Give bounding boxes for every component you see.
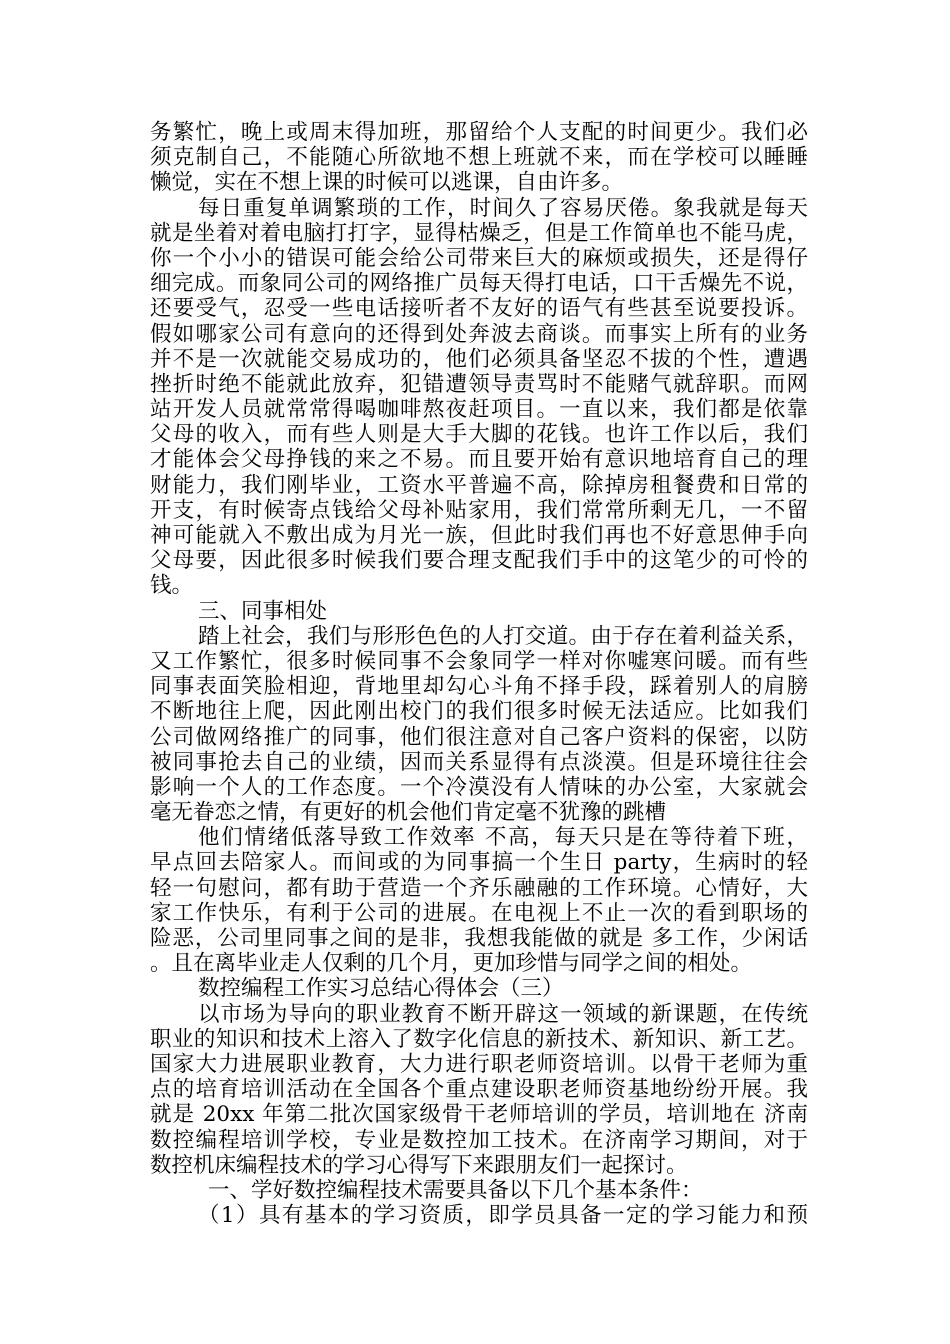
text-line: 数控编程培训学校，专业是数控加工技术。在济南学习期间，对于 xyxy=(150,1127,808,1153)
text-line: 公司做网络推广的同事，他们很注意对自己客户资料的保密，以防 xyxy=(150,724,808,750)
text-line: 早点回去陪家人。而间或的为同事搞一个生日 party，生病时的轻 xyxy=(150,850,808,876)
text-line: 职业的知识和技术上溶入了数字化信息的新技术、新知识、新工艺。 xyxy=(150,1026,808,1052)
text-line: 你一个小小的错误可能会给公司带来巨大的麻烦或损失，还是得仔 xyxy=(150,245,808,271)
text-line: 每日重复单调繁琐的工作，时间久了容易厌倦。象我就是每天 xyxy=(198,195,808,221)
text-line: 以市场为导向的职业教育不断开辟这一领域的新课题，在传统 xyxy=(198,1001,808,1027)
text-line: 钱。 xyxy=(150,573,194,599)
text-line: 同事表面笑脸相迎，背地里却勾心斗角不择手段，踩着别人的肩膀 xyxy=(150,674,808,700)
text-line: 数控机床编程技术的学习心得写下来跟朋友们一起探讨。 xyxy=(150,1152,688,1178)
text-line: 被同事抢去自己的业绩，因而关系显得有点淡漠。但是环境往往会 xyxy=(150,749,808,775)
text-line: 神可能就入不敷出成为月光一族，但此时我们再也不好意思伸手向 xyxy=(150,523,808,548)
text-line: 开支，有时候寄点钱给父母补贴家用，我们常常所剩无几，一不留 xyxy=(150,497,808,523)
text-line: 一、学好数控编程技术需要具备以下几个基本条件： xyxy=(208,1177,703,1203)
text-line: 就是 20xx 年第二批次国家级骨干老师培训的学员，培训地在 济南 xyxy=(150,1102,808,1128)
document-page xyxy=(150,120,808,1228)
text-line: 轻一句慰问，都有助于营造一个齐乐融融的工作环境。心情好，大 xyxy=(150,875,808,901)
text-line: 毫无眷恋之情，有更好的机会他们肯定毫不犹豫的跳槽 xyxy=(150,800,667,826)
text-line: （1）具有基本的学习资质，即学员具备一定的学习能力和预 xyxy=(198,1203,808,1229)
text-line: 须克制自己，不能随心所欲地不想上班就不来，而在学校可以睡睡 xyxy=(150,145,808,171)
text-line: 务繁忙，晚上或周末得加班，那留给个人支配的时间更少。我们必 xyxy=(150,120,808,145)
text-line: 还要受气，忍受一些电话接听者不友好的语气有些甚至说要投诉。 xyxy=(150,296,808,322)
text-line: 懒觉，实在不想上课的时候可以逃课，自由许多。 xyxy=(150,170,624,196)
text-line: 点的培育培训活动在全国各个重点建设职老师资基地纷纷开展。我 xyxy=(150,1077,808,1103)
text-line: 并不是一次就能交易成功的，他们必须具备坚忍不拔的个性，遭遇 xyxy=(150,346,808,372)
text-line: 踏上社会，我们与形形色色的人打交道。由于存在着利益关系， xyxy=(198,623,808,649)
text-line: 影响一个人的工作态度。一个冷漠没有人情味的办公室，大家就会 xyxy=(150,774,808,800)
text-line: 挫折时绝不能就此放弃，犯错遭领导责骂时不能赌气就辞职。而网 xyxy=(150,371,808,397)
text-line: 父母要，因此很多时候我们要合理支配我们手中的这笔少的可怜的 xyxy=(150,548,808,574)
text-line: 假如哪家公司有意向的还得到处奔波去商谈。而事实上所有的业务 xyxy=(150,321,808,347)
text-line: 才能体会父母挣钱的来之不易。而且要开始有意识地培育自己的理 xyxy=(150,447,808,473)
text-line: 又工作繁忙，很多时候同事不会象同学一样对你嘘寒问暖。而有些 xyxy=(150,648,808,674)
text-line: 财能力，我们刚毕业，工资水平普遍不高，除掉房租餐费和日常的 xyxy=(150,472,808,498)
text-line: 国家大力进展职业教育，大力进行职老师资培训。以骨干老师为重 xyxy=(150,1051,808,1077)
text-line: 险恶，公司里同事之间的是非，我想我能做的就是 多工作，少闲话 xyxy=(150,926,808,951)
text-line: 家工作快乐，有利于公司的进展。在电视上不止一次的看到职场的 xyxy=(150,900,808,926)
text-line: 三、同事相处 xyxy=(198,598,328,624)
text-line: 他们情绪低落导致工作效率 不高，每天只是在等待着下班， xyxy=(198,825,808,851)
text-line: 不断地往上爬，因此刚出校门的我们很多时候无法适应。比如我们 xyxy=(150,699,808,725)
text-line: 就是坐着对着电脑打打字，显得枯燥乏，但是工作简单也不能马虎， xyxy=(150,220,808,246)
text-line: 数控编程工作实习总结心得体会（三） xyxy=(198,976,564,1002)
text-line: 站开发人员就常常得喝咖啡熬夜赶项目。一直以来，我们都是依靠 xyxy=(150,397,808,423)
text-line: 细完成。而象同公司的网络推广员每天得打电话，口干舌燥先不说， xyxy=(150,271,808,297)
text-line: 。且在离毕业走人仅剩的几个月，更加珍惜与同学之间的相处。 xyxy=(150,951,753,977)
text-line: 父母的收入，而有些人则是大手大脚的花钱。也许工作以后，我们 xyxy=(150,422,808,448)
